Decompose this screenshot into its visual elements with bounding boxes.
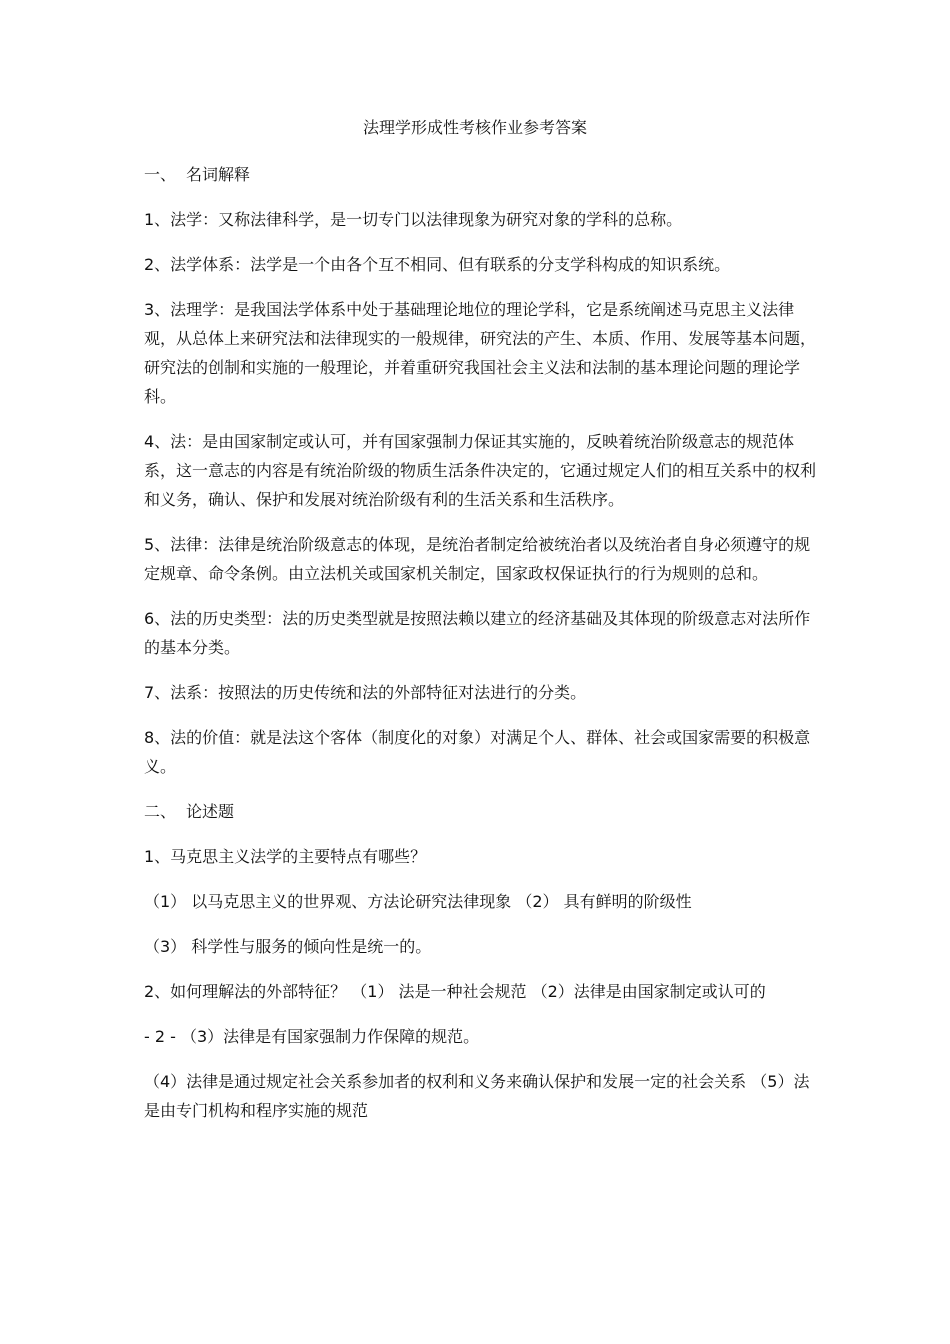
section-number: 二、 xyxy=(144,802,177,821)
section-title: 名词解释 xyxy=(186,165,251,184)
definition-item: 2、法学体系：法学是一个由各个互不相同、但有联系的分支学科构成的知识系统。 xyxy=(144,255,731,274)
essay-item: （3） 科学性与服务的倾向性是统一的。 xyxy=(144,937,432,956)
essay-item: 1、马克思主义法学的主要特点有哪些？ xyxy=(144,847,427,866)
definition-item: 7、法系：按照法的历史传统和法的外部特征对法进行的分类。 xyxy=(144,683,587,702)
essay-item: （1） 以马克思主义的世界观、方法论研究法律现象 （2） 具有鲜明的阶级性 xyxy=(144,892,692,911)
definition-item: 1、法学：又称法律科学，是一切专门以法律现象为研究对象的学科的总称。 xyxy=(144,210,683,229)
essay-item: 2、如何理解法的外部特征？ （1） 法是一种社会规范 （2）法律是由国家制定或认可的 xyxy=(144,982,766,1001)
definition-item: 3、法理学：是我国法学体系中处于基础理论地位的理论学科，它是系统阐述马克思主义法律观，从总体上来研究法和法律现实的一般规律，研究法的产生、本质、作用、发展等基本问题，研究法的创制和实施的一般理论，并着重研究我国社会主义法和法制的基本理论问题的理论学科。 xyxy=(144,300,817,406)
essay-item: - 2 - （3）法律是有国家强制力作保障的规范。 xyxy=(144,1027,480,1046)
definition-item: 5、法律：法律是统治阶级意志的体现，是统治者制定给被统治者以及统治者自身必须遵守的规定规章、命令条例。由立法机关或国家机关制定，国家政权保证执行的行为规则的总和。 xyxy=(144,535,811,583)
definition-item: 4、法：是由国家制定或认可，并有国家强制力保证其实施的，反映着统治阶级意志的规范体系，这一意志的内容是有统治阶级的物质生活条件决定的，它通过规定人们的相互关系中的权利和义务，确认、保护和发展对统治阶级有利的生活关系和生活秩序。 xyxy=(144,432,817,509)
definition-item: 8、法的价值：就是法这个客体（制度化的对象）对满足个人、群体、社会或国家需要的积极意义。 xyxy=(144,728,811,776)
document-title: 法理学形成性考核作业参考答案 xyxy=(362,118,587,137)
definition-item: 6、法的历史类型：法的历史类型就是按照法赖以建立的经济基础及其体现的阶级意志对法所作的基本分类。 xyxy=(144,609,811,657)
section-title: 论述题 xyxy=(186,802,235,821)
document-body xyxy=(144,160,824,1141)
section-number: 一、 xyxy=(144,165,177,184)
section-heading-2 xyxy=(144,797,824,826)
essay-item: （4）法律是通过规定社会关系参加者的权利和义务来确认保护和发展一定的社会关系 （5）法是由专门机构和程序实施的规范 xyxy=(144,1072,810,1120)
section-heading-1 xyxy=(144,160,824,189)
